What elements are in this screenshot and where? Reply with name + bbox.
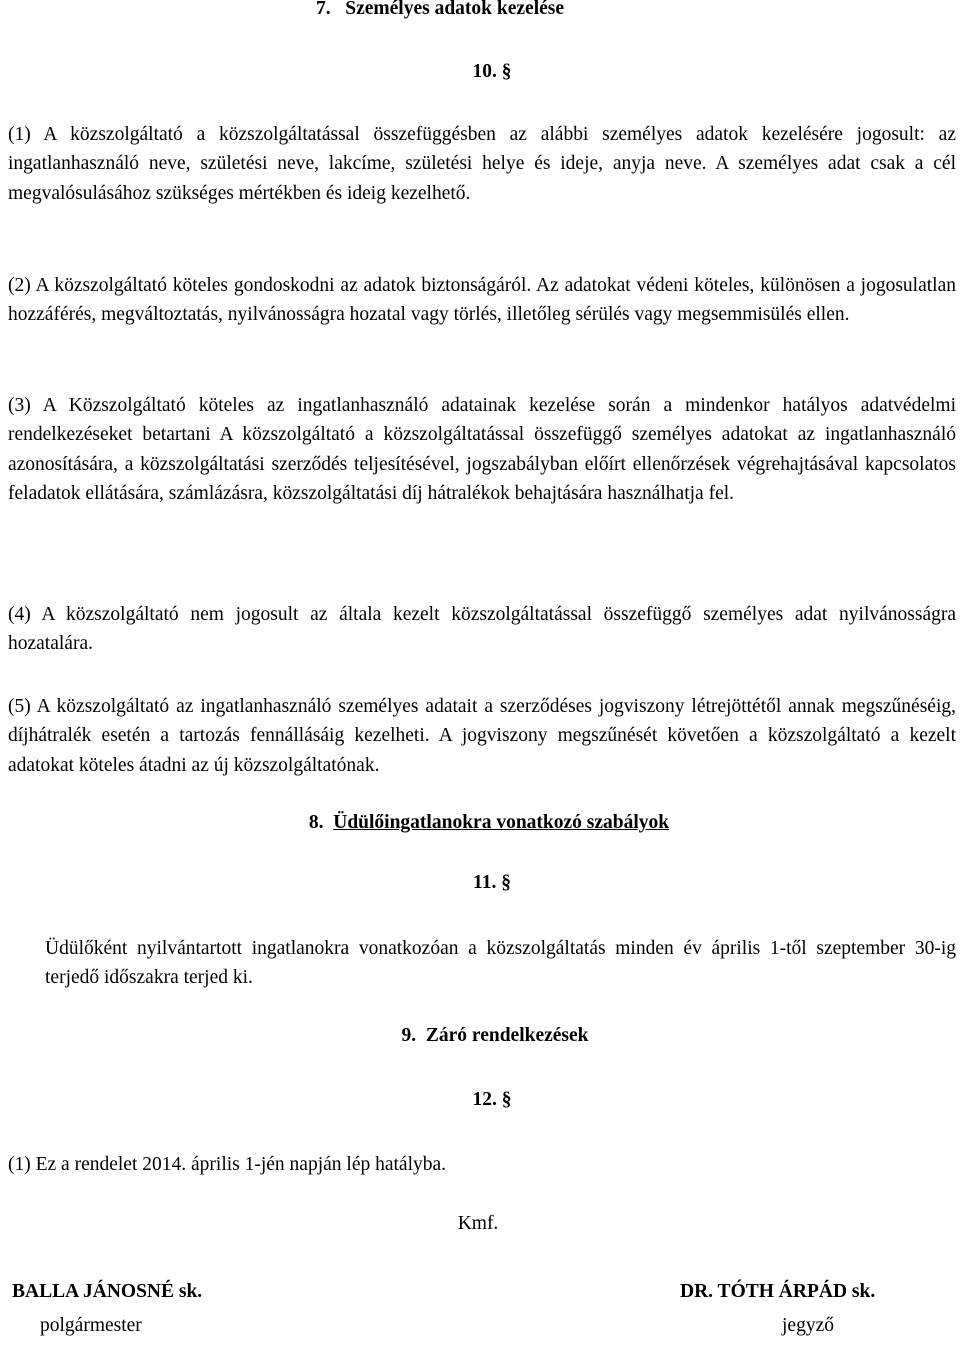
paragraph-11-1-text: Üdülőként nyilvántartott ingatlanokra vonatkozóan a közszolgáltatás minden év április 1-től szeptember 30-ig terjedő időszakra terjed ki. [45, 938, 956, 989]
paragraph-10-2: (2) A közszolgáltató köteles gondoskodni az adatok biztonságáról. Az adatokat védeni köteles, különösen a jogosulatlan hozzáférés, megváltoztatás, nyilvánosságra hozatal vagy törlés, illetőleg sérülés vagy megsemmisülés ellen. [8, 275, 956, 326]
kmf-label: Kmf. [457, 1213, 499, 1234]
paragraph-10-1: (1) A közszolgáltató a közszolgáltatással összefüggésben az alábbi személyes adatok kezelésére jogosult: az ingatlanhasználó neve, születési neve, lakcíme, születési helye és ideje, anyja neve. A személyes adat csak a cél megvalósulásához szükséges mértékben és ideig kezelhető. [8, 124, 956, 204]
paragraph-12-heading: 12. § [472, 1089, 512, 1110]
paragraph-11-heading: 11. § [473, 872, 511, 893]
signature-left-role: polgármester [40, 1315, 142, 1336]
paragraph-10-5: (5) A közszolgáltató az ingatlanhasználó személyes adatait a szerződéses jogviszony létrejöttétől annak megszűnéséig, díjhátralék esetén a tartozás fennállásáig kezelheti. A jogviszony megszűnését követően a közszolgáltató a kezelt adatokat köteles átadni az új közszolgáltatónak. [8, 696, 956, 776]
section-8-heading: 8. Üdülőingatlanokra vonatkozó szabályok [308, 812, 670, 833]
section-9-heading: 9. Záró rendelkezések [401, 1025, 589, 1046]
section-7-heading: 7. Személyes adatok kezelése [315, 0, 565, 19]
paragraph-11-1 [8, 934, 956, 993]
signature-right-name: DR. TÓTH ÁRPÁD sk. [680, 1281, 876, 1302]
paragraph-10-4: (4) A közszolgáltató nem jogosult az általa kezelt közszolgáltatással összefüggő személyes adat nyilvánosságra hozatalára. [8, 604, 956, 655]
signature-right-role: jegyző [782, 1315, 834, 1336]
paragraph-10-3: (3) A Közszolgáltató köteles az ingatlanhasználó adatainak kezelése során a mindenkor hatályos adatvédelmi rendelkezéseket betartani A közszolgáltató a közszolgáltatással összefüggő személyes adatokat az ingatlanhasználó azonosítására, a közszolgáltatási szerződés teljesítésével, jogszabályban előírt ellenőrzések végrehajtásával kapcsolatos feladatok ellátására, számlázásra, közszolgáltatási díj hátralékok behajtására használhatja fel. [8, 395, 956, 505]
signature-left-name: BALLA JÁNOSNÉ sk. [12, 1281, 203, 1302]
paragraph-10-heading: 10. § [472, 61, 512, 82]
paragraph-12-1: (1) Ez a rendelet 2014. április 1-jén napján lép hatályba. [8, 1154, 447, 1175]
paragraph-11-1-label [8, 934, 45, 963]
